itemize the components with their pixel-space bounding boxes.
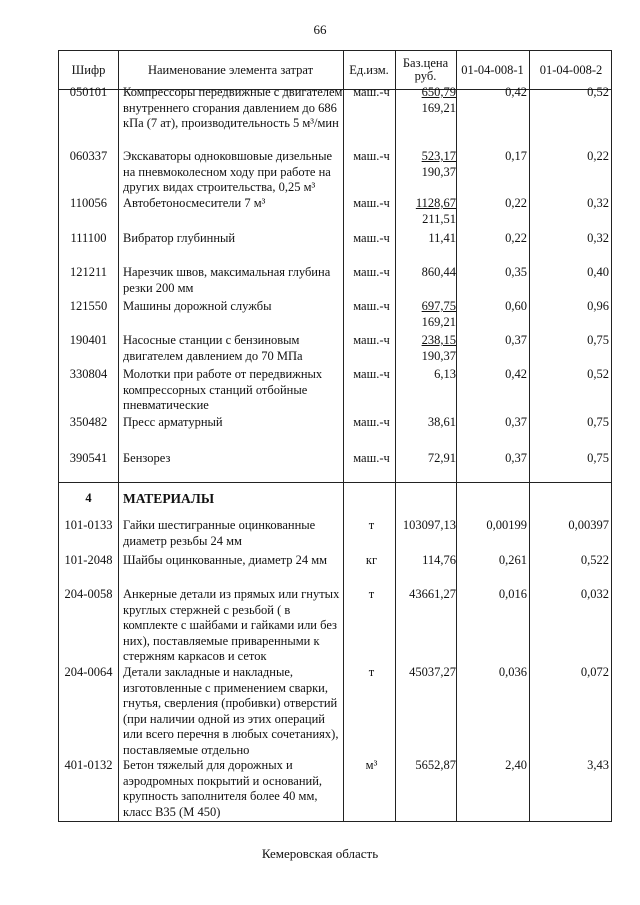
- row-value-1: 0,036: [498, 665, 527, 679]
- row-unit: т: [368, 665, 375, 679]
- section-title: МАТЕРИАЛЫ: [123, 491, 215, 506]
- row-price: 650,79: [421, 85, 456, 99]
- row-value-2: 0,40: [587, 265, 609, 279]
- column-divider: [529, 51, 530, 821]
- row-price: 5652,87: [415, 758, 456, 772]
- row-price: 697,75: [421, 299, 456, 313]
- row-value-1: 0,42: [505, 85, 527, 99]
- row-price-secondary: 190,37: [421, 165, 456, 179]
- row-name: Анкерные детали из прямых или гнутых круглых стержней с резьбой ( в комплекте с шайбами и гайками или без них), поставляемые приваренными к стержням каркасов и сеток: [123, 587, 340, 663]
- header-name: Наименование элемента затрат: [147, 62, 314, 77]
- row-code: 101-2048: [64, 553, 113, 567]
- row-price: 38,61: [427, 415, 456, 429]
- row-price-secondary: 169,21: [421, 101, 456, 115]
- row-unit: т: [368, 518, 375, 532]
- row-price-secondary: 190,37: [421, 349, 456, 363]
- row-name: Пресс арматурный: [123, 415, 223, 429]
- row-unit: маш.-ч: [353, 415, 390, 429]
- row-unit: маш.-ч: [353, 196, 390, 210]
- row-value-1: 0,261: [498, 553, 527, 567]
- row-value-1: 0,22: [505, 231, 527, 245]
- row-value-1: 0,17: [505, 149, 527, 163]
- row-unit: маш.-ч: [353, 265, 390, 279]
- section-number: 4: [85, 491, 92, 505]
- row-name: Бетон тяжелый для дорожных и аэродромных покрытий и оснований, крупность заполнителя более 40 мм, класс В35 (М 450): [123, 758, 323, 819]
- row-price: 11,41: [428, 231, 456, 245]
- header-col1: 01-04-008-1: [461, 62, 524, 77]
- row-name: Автобетоносмесители 7 м³: [123, 196, 266, 210]
- row-value-1: 0,37: [505, 333, 527, 347]
- row-value-2: 0,22: [587, 149, 609, 163]
- row-value-2: 0,52: [587, 85, 609, 99]
- row-unit: маш.-ч: [353, 367, 390, 381]
- row-name: Детали закладные и накладные, изготовленные с применением сварки, гнутья, сверления (пробивки) отверстий (при наличии одной из этих операций или всего перечня в любых сочетаниях), поставляемые отдельно: [123, 665, 339, 757]
- header-price: [395, 51, 456, 89]
- header-price-line1: Баз.цена: [402, 56, 449, 70]
- row-code: 121550: [69, 299, 108, 313]
- row-code: 121211: [69, 265, 108, 279]
- row-unit: м³: [365, 758, 378, 772]
- row-unit: маш.-ч: [353, 85, 390, 99]
- row-price: 103097,13: [402, 518, 456, 532]
- row-price: 860,44: [421, 265, 456, 279]
- row-code: 060337: [69, 149, 108, 163]
- row-value-1: 2,40: [505, 758, 527, 772]
- row-value-1: 0,00199: [486, 518, 527, 532]
- row-value-2: 0,32: [587, 196, 609, 210]
- row-name: Бензорез: [123, 451, 171, 465]
- row-unit: маш.-ч: [353, 231, 390, 245]
- row-value-2: 0,75: [587, 333, 609, 347]
- row-code: 110056: [69, 196, 108, 210]
- row-price: 72,91: [427, 451, 456, 465]
- row-code: 204-0058: [64, 587, 113, 601]
- row-price: 6,13: [434, 367, 456, 381]
- row-unit: маш.-ч: [353, 451, 390, 465]
- row-value-1: 0,35: [505, 265, 527, 279]
- row-value-1: 0,42: [505, 367, 527, 381]
- row-value-2: 0,75: [587, 415, 609, 429]
- row-name: Вибратор глубинный: [123, 231, 236, 245]
- header-price-line2: руб.: [414, 69, 437, 83]
- row-code: 111100: [70, 231, 107, 245]
- row-name: Насосные станции с бензиновым двигателем давлением до 70 МПа: [123, 333, 303, 363]
- row-price: 45037,27: [409, 665, 456, 679]
- row-value-2: 0,522: [580, 553, 609, 567]
- row-code: 401-0132: [64, 758, 113, 772]
- row-unit: маш.-ч: [353, 333, 390, 347]
- row-value-2: 0,96: [587, 299, 609, 313]
- row-name: Компрессоры передвижные с двигателем внутреннего сгорания давлением до 686 кПа (7 ат), производительность 5 м³/мин: [123, 85, 343, 130]
- row-price: 523,17: [421, 149, 456, 163]
- row-name: Шайбы оцинкованные, диаметр 24 мм: [123, 553, 328, 567]
- row-price: 238,15: [421, 333, 456, 347]
- row-value-1: 0,60: [505, 299, 527, 313]
- row-code: 330804: [69, 367, 108, 381]
- row-value-1: 0,22: [505, 196, 527, 210]
- row-code: 050101: [69, 85, 108, 99]
- row-value-2: 0,75: [587, 451, 609, 465]
- row-value-1: 0,016: [498, 587, 527, 601]
- row-value-2: 0,52: [587, 367, 609, 381]
- page-number: 66: [313, 22, 327, 37]
- row-value-2: 0,32: [587, 231, 609, 245]
- row-price-secondary: 169,21: [421, 315, 456, 329]
- row-code: 350482: [69, 415, 108, 429]
- row-unit: маш.-ч: [353, 299, 390, 313]
- row-value-2: 0,032: [580, 587, 609, 601]
- row-code: 101-0133: [64, 518, 113, 532]
- row-value-2: 0,072: [580, 665, 609, 679]
- cost-table: [58, 50, 612, 822]
- row-name: Нарезчик швов, максимальная глубина резки 200 мм: [123, 265, 331, 295]
- row-price: 1128,67: [415, 196, 456, 210]
- section-divider: [59, 482, 611, 483]
- header-code: Шифр: [71, 62, 106, 77]
- row-name: Молотки при работе от передвижных компрессорных станций отбойные пневматические: [123, 367, 323, 412]
- header-col2: 01-04-008-2: [539, 62, 603, 77]
- row-code: 190401: [69, 333, 108, 347]
- row-unit: т: [368, 587, 375, 601]
- row-name: Гайки шестигранные оцинкованные диаметр резьбы 24 мм: [123, 518, 316, 548]
- header-unit: Ед.изм.: [349, 62, 389, 77]
- row-code: 390541: [69, 451, 108, 465]
- row-value-2: 3,43: [587, 758, 609, 772]
- row-name: Экскаваторы одноковшовые дизельные на пневмоколесном ходу при работе на других видах строительства, 0,25 м³: [123, 149, 333, 194]
- row-unit: кг: [365, 553, 378, 567]
- row-value-1: 0,37: [505, 415, 527, 429]
- column-divider: [456, 51, 457, 821]
- row-price: 43661,27: [409, 587, 456, 601]
- column-divider: [118, 51, 119, 821]
- column-divider: [343, 51, 344, 821]
- row-price-secondary: 211,51: [422, 212, 456, 226]
- row-code: 204-0064: [64, 665, 113, 679]
- row-name: Машины дорожной службы: [123, 299, 272, 313]
- row-price: 114,76: [422, 553, 456, 567]
- region-footer: Кемеровская область: [261, 846, 379, 861]
- row-value-1: 0,37: [505, 451, 527, 465]
- row-unit: маш.-ч: [353, 149, 390, 163]
- row-value-2: 0,00397: [568, 518, 609, 532]
